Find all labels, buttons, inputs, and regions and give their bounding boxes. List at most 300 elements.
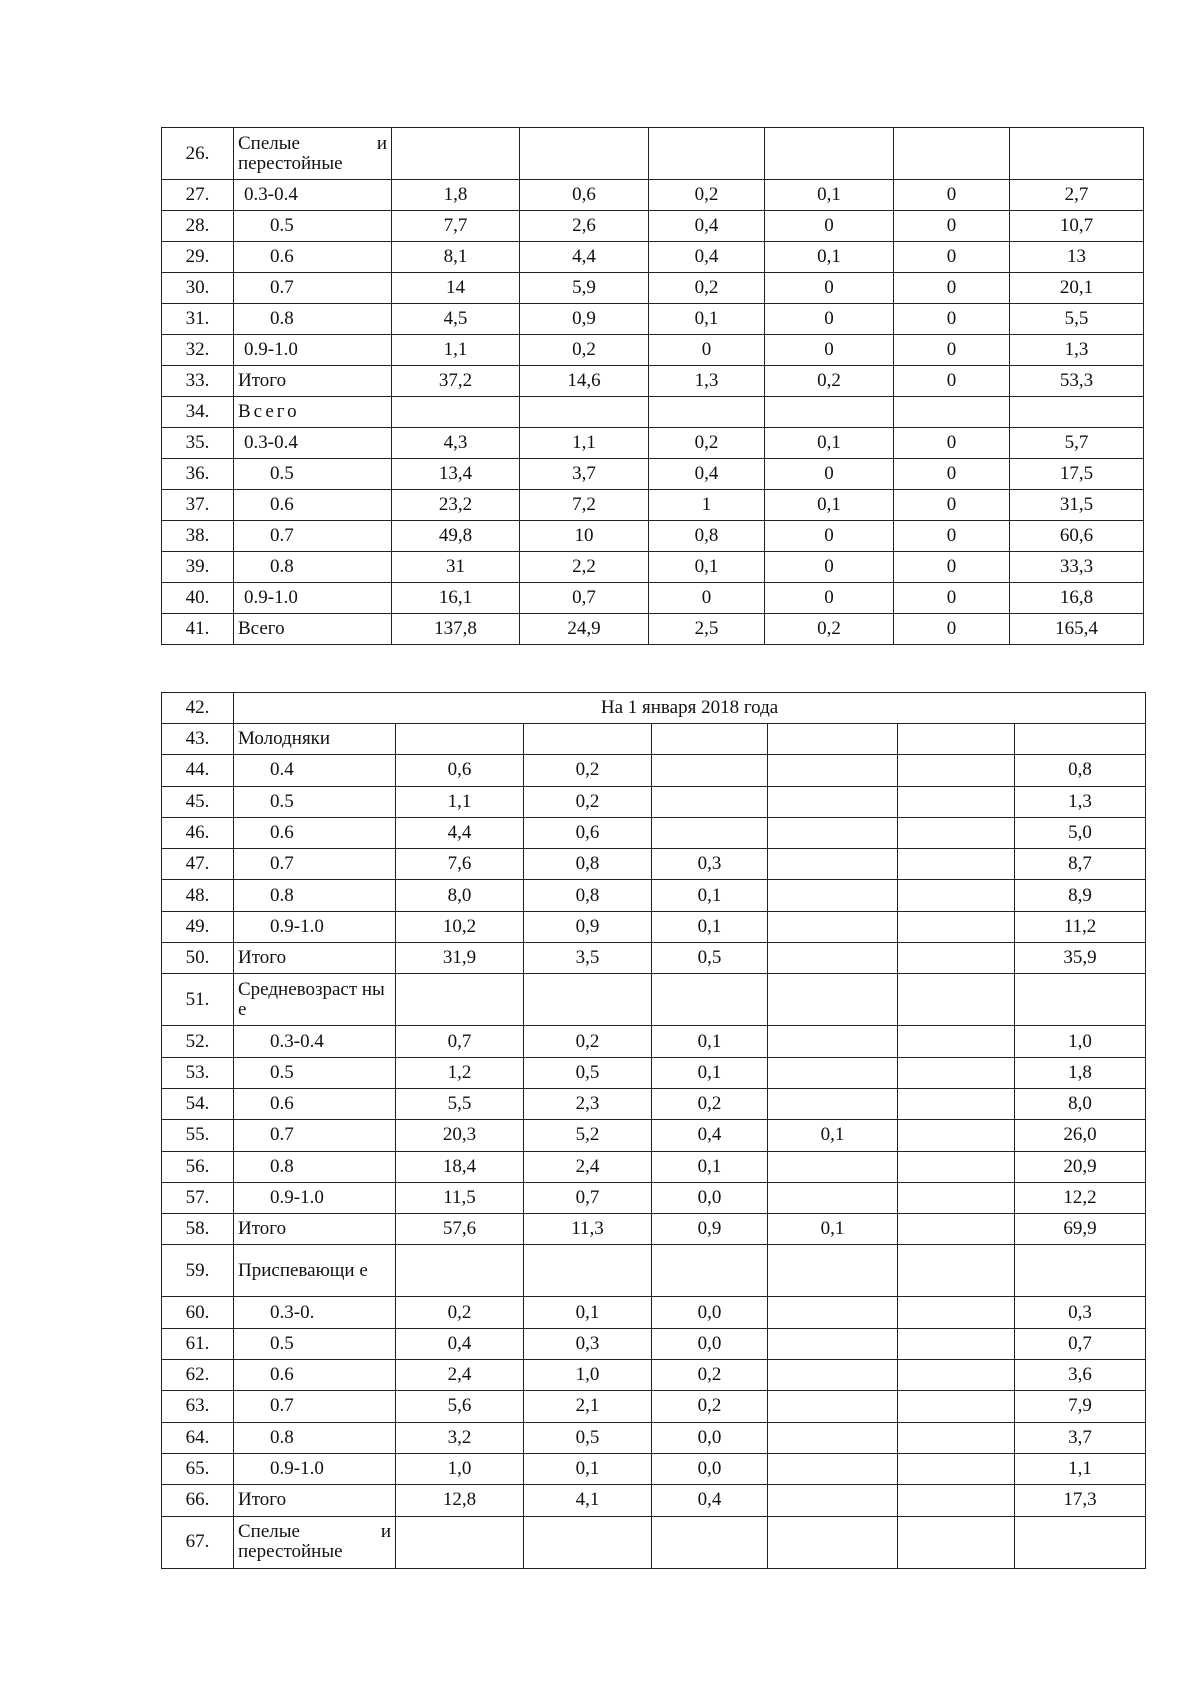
value-cell: 0,2: [652, 1088, 768, 1119]
value-cell: 0,1: [768, 1214, 898, 1245]
table-row: [162, 849, 1146, 880]
value-cell: 137,8: [392, 614, 520, 645]
table-row: [162, 755, 1146, 786]
value-cell: [768, 943, 898, 974]
row-number: 65.: [162, 1453, 234, 1484]
table-row: [162, 911, 1146, 942]
row-label: Всего: [234, 614, 392, 645]
value-cell: 14: [392, 273, 520, 304]
value-cell: 4,5: [392, 304, 520, 335]
value-cell: 0,8: [1015, 755, 1146, 786]
value-cell: 0: [894, 614, 1010, 645]
table-row: [162, 1297, 1146, 1328]
value-cell: 0,1: [765, 490, 894, 521]
row-label: 0.6: [234, 817, 396, 848]
row-label: 0.9-1.0: [234, 911, 396, 942]
value-cell: 0,1: [649, 552, 765, 583]
value-cell: [898, 1360, 1015, 1391]
value-cell: [898, 786, 1015, 817]
value-cell: 8,9: [1015, 880, 1146, 911]
value-cell: 0,2: [524, 1026, 652, 1057]
value-cell: 0,2: [524, 786, 652, 817]
value-cell: 31,5: [1010, 490, 1144, 521]
row-label: 0.9-1.0: [234, 335, 392, 366]
row-label: 0.6: [234, 1360, 396, 1391]
value-cell: 0,2: [520, 335, 649, 366]
value-cell: 69,9: [1015, 1214, 1146, 1245]
value-cell: [768, 786, 898, 817]
value-cell: 17,3: [1015, 1485, 1146, 1516]
row-number: 30.: [162, 273, 234, 304]
value-cell: 0,1: [765, 180, 894, 211]
value-cell: 5,5: [1010, 304, 1144, 335]
value-cell: 20,3: [396, 1120, 524, 1151]
row-number: 56.: [162, 1151, 234, 1182]
value-cell: 53,3: [1010, 366, 1144, 397]
section-row: [162, 693, 1146, 724]
row-label: 0.7: [234, 521, 392, 552]
row-number: 27.: [162, 180, 234, 211]
value-cell: [765, 128, 894, 180]
value-cell: 1,2: [396, 1057, 524, 1088]
value-cell: 1,3: [649, 366, 765, 397]
value-cell: 0,2: [765, 614, 894, 645]
value-cell: [652, 974, 768, 1026]
table-row: [162, 583, 1144, 614]
value-cell: [768, 1245, 898, 1297]
value-cell: 0,6: [396, 755, 524, 786]
value-cell: 2,7: [1010, 180, 1144, 211]
value-cell: [1010, 397, 1144, 428]
table-row: [162, 1214, 1146, 1245]
value-cell: 0: [765, 552, 894, 583]
value-cell: 2,5: [649, 614, 765, 645]
row-label: 0.7: [234, 849, 396, 880]
row-label: 0.3-0.4: [234, 1026, 396, 1057]
value-cell: 0: [894, 583, 1010, 614]
value-cell: [898, 1057, 1015, 1088]
row-number: 48.: [162, 880, 234, 911]
value-cell: 0,9: [520, 304, 649, 335]
table-row: [162, 1182, 1146, 1213]
value-cell: 2,4: [524, 1151, 652, 1182]
value-cell: 0: [894, 242, 1010, 273]
value-cell: [768, 911, 898, 942]
row-number: 67.: [162, 1516, 234, 1568]
value-cell: [520, 397, 649, 428]
value-cell: [392, 397, 520, 428]
value-cell: [898, 1182, 1015, 1213]
value-cell: [768, 1297, 898, 1328]
row-number: 54.: [162, 1088, 234, 1119]
value-cell: [396, 1516, 524, 1568]
value-cell: 0,2: [765, 366, 894, 397]
value-cell: 0,1: [765, 242, 894, 273]
value-cell: 0: [894, 521, 1010, 552]
value-cell: 35,9: [1015, 943, 1146, 974]
row-label: 0.4: [234, 755, 396, 786]
table-row: [162, 1516, 1146, 1568]
row-label: Спелые и перестойные: [234, 128, 392, 180]
value-cell: 0,7: [1015, 1328, 1146, 1359]
value-cell: 1,8: [1015, 1057, 1146, 1088]
value-cell: 0,8: [524, 880, 652, 911]
row-number: 36.: [162, 459, 234, 490]
row-label: 0.8: [234, 880, 396, 911]
value-cell: [898, 1485, 1015, 1516]
value-cell: [898, 1151, 1015, 1182]
row-label: 0.6: [234, 242, 392, 273]
value-cell: 1,1: [396, 786, 524, 817]
value-cell: 0,7: [520, 583, 649, 614]
value-cell: [898, 1214, 1015, 1245]
value-cell: 12,8: [396, 1485, 524, 1516]
value-cell: 10,2: [396, 911, 524, 942]
row-label: 0.3-0.4: [234, 180, 392, 211]
row-label: 0.9-1.0: [234, 583, 392, 614]
data-table-lower: [161, 692, 1146, 1569]
row-label: 0.8: [234, 1422, 396, 1453]
row-number: 64.: [162, 1422, 234, 1453]
value-cell: 7,9: [1015, 1391, 1146, 1422]
row-label: 0.9-1.0: [234, 1453, 396, 1484]
value-cell: 37,2: [392, 366, 520, 397]
row-number: 35.: [162, 428, 234, 459]
value-cell: 10: [520, 521, 649, 552]
table-row: [162, 180, 1144, 211]
value-cell: 2,2: [520, 552, 649, 583]
value-cell: 23,2: [392, 490, 520, 521]
table-row: [162, 1151, 1146, 1182]
table-row: [162, 428, 1144, 459]
value-cell: [1010, 128, 1144, 180]
value-cell: 2,4: [396, 1360, 524, 1391]
table-row: [162, 880, 1146, 911]
value-cell: 5,5: [396, 1088, 524, 1119]
value-cell: 8,1: [392, 242, 520, 273]
value-cell: 0,7: [524, 1182, 652, 1213]
value-cell: 17,5: [1010, 459, 1144, 490]
table-row: [162, 1026, 1146, 1057]
value-cell: [652, 786, 768, 817]
value-cell: 1,1: [1015, 1453, 1146, 1484]
value-cell: [898, 1422, 1015, 1453]
value-cell: 0,1: [768, 1120, 898, 1151]
value-cell: 0,1: [652, 911, 768, 942]
value-cell: [1015, 974, 1146, 1026]
value-cell: [768, 1516, 898, 1568]
value-cell: [898, 1026, 1015, 1057]
row-number: 43.: [162, 724, 234, 755]
value-cell: 4,1: [524, 1485, 652, 1516]
value-cell: 10,7: [1010, 211, 1144, 242]
value-cell: 0,1: [652, 1057, 768, 1088]
value-cell: [524, 974, 652, 1026]
value-cell: [768, 1453, 898, 1484]
value-cell: [898, 1245, 1015, 1297]
value-cell: 0: [894, 211, 1010, 242]
row-label: 0.7: [234, 1120, 396, 1151]
table-row: [162, 614, 1144, 645]
value-cell: [768, 849, 898, 880]
value-cell: 0: [649, 335, 765, 366]
value-cell: 0,8: [649, 521, 765, 552]
row-label: Итого: [234, 943, 396, 974]
value-cell: [1015, 724, 1146, 755]
value-cell: 1,0: [396, 1453, 524, 1484]
value-cell: 3,7: [1015, 1422, 1146, 1453]
row-number: 52.: [162, 1026, 234, 1057]
value-cell: 3,7: [520, 459, 649, 490]
row-label: 0.5: [234, 1057, 396, 1088]
row-number: 55.: [162, 1120, 234, 1151]
value-cell: 0,5: [652, 943, 768, 974]
table-row: [162, 724, 1146, 755]
row-number: 38.: [162, 521, 234, 552]
row-label: 0.7: [234, 273, 392, 304]
row-label: 0.9-1.0: [234, 1182, 396, 1213]
value-cell: 1,0: [1015, 1026, 1146, 1057]
value-cell: 0,9: [652, 1214, 768, 1245]
value-cell: 0: [765, 583, 894, 614]
value-cell: 13: [1010, 242, 1144, 273]
row-label: 0.5: [234, 786, 396, 817]
row-number: 39.: [162, 552, 234, 583]
row-label: 0.5: [234, 211, 392, 242]
value-cell: 8,0: [1015, 1088, 1146, 1119]
value-cell: 0: [894, 180, 1010, 211]
row-number: 61.: [162, 1328, 234, 1359]
table-row: [162, 459, 1144, 490]
value-cell: 1,1: [392, 335, 520, 366]
value-cell: 0: [765, 211, 894, 242]
value-cell: [765, 397, 894, 428]
value-cell: [768, 755, 898, 786]
value-cell: [768, 1485, 898, 1516]
value-cell: [392, 128, 520, 180]
value-cell: 1,0: [524, 1360, 652, 1391]
value-cell: [898, 1297, 1015, 1328]
value-cell: 11,2: [1015, 911, 1146, 942]
row-number: 59.: [162, 1245, 234, 1297]
value-cell: 0: [894, 490, 1010, 521]
value-cell: 0,0: [652, 1297, 768, 1328]
value-cell: 5,9: [520, 273, 649, 304]
row-number: 44.: [162, 755, 234, 786]
value-cell: 5,2: [524, 1120, 652, 1151]
value-cell: [768, 1360, 898, 1391]
row-label: Спелые и перестойные: [234, 1516, 396, 1568]
value-cell: [898, 755, 1015, 786]
table-row: [162, 943, 1146, 974]
value-cell: [898, 724, 1015, 755]
value-cell: 0: [894, 459, 1010, 490]
value-cell: 24,9: [520, 614, 649, 645]
value-cell: 0,5: [524, 1422, 652, 1453]
value-cell: [898, 817, 1015, 848]
table-row: [162, 1453, 1146, 1484]
value-cell: 0,2: [649, 428, 765, 459]
table-row: [162, 304, 1144, 335]
value-cell: [768, 1151, 898, 1182]
value-cell: 16,8: [1010, 583, 1144, 614]
table-row: [162, 128, 1144, 180]
value-cell: 0: [765, 304, 894, 335]
value-cell: [396, 1245, 524, 1297]
value-cell: 2,1: [524, 1391, 652, 1422]
value-cell: 3,5: [524, 943, 652, 974]
value-cell: 0,5: [524, 1057, 652, 1088]
value-cell: 0,3: [1015, 1297, 1146, 1328]
value-cell: [768, 1026, 898, 1057]
table-row: [162, 211, 1144, 242]
value-cell: 26,0: [1015, 1120, 1146, 1151]
value-cell: 1,3: [1010, 335, 1144, 366]
value-cell: [768, 880, 898, 911]
value-cell: 0,2: [524, 755, 652, 786]
value-cell: 1,3: [1015, 786, 1146, 817]
value-cell: [898, 1120, 1015, 1151]
row-label: 0.5: [234, 459, 392, 490]
value-cell: [524, 724, 652, 755]
value-cell: 18,4: [396, 1151, 524, 1182]
table-row: [162, 1120, 1146, 1151]
value-cell: 14,6: [520, 366, 649, 397]
row-number: 63.: [162, 1391, 234, 1422]
row-number: 34.: [162, 397, 234, 428]
value-cell: 0: [765, 273, 894, 304]
value-cell: 60,6: [1010, 521, 1144, 552]
value-cell: 5,0: [1015, 817, 1146, 848]
row-number: 33.: [162, 366, 234, 397]
table-row: [162, 1485, 1146, 1516]
value-cell: [898, 911, 1015, 942]
value-cell: [768, 1328, 898, 1359]
value-cell: [894, 128, 1010, 180]
row-number: 62.: [162, 1360, 234, 1391]
value-cell: 0,1: [652, 1151, 768, 1182]
value-cell: 0,1: [524, 1453, 652, 1484]
section-title: На 1 января 2018 года: [234, 693, 1146, 724]
row-number: 29.: [162, 242, 234, 273]
value-cell: [1015, 1245, 1146, 1297]
value-cell: 3,2: [396, 1422, 524, 1453]
table-row: [162, 552, 1144, 583]
value-cell: 0,6: [524, 817, 652, 848]
table-row: [162, 974, 1146, 1026]
value-cell: [652, 1245, 768, 1297]
value-cell: 0: [894, 273, 1010, 304]
row-number: 47.: [162, 849, 234, 880]
table-row: [162, 1360, 1146, 1391]
row-number: 42.: [162, 693, 234, 724]
value-cell: [396, 724, 524, 755]
value-cell: 13,4: [392, 459, 520, 490]
table-row: [162, 273, 1144, 304]
value-cell: 0,2: [396, 1297, 524, 1328]
value-cell: [898, 1453, 1015, 1484]
value-cell: 2,6: [520, 211, 649, 242]
value-cell: 0: [894, 552, 1010, 583]
value-cell: 31: [392, 552, 520, 583]
value-cell: [898, 1391, 1015, 1422]
row-number: 58.: [162, 1214, 234, 1245]
value-cell: 0,2: [649, 273, 765, 304]
table-row: [162, 397, 1144, 428]
value-cell: [768, 1391, 898, 1422]
value-cell: [768, 817, 898, 848]
row-label: 0.8: [234, 1151, 396, 1182]
value-cell: 0,0: [652, 1453, 768, 1484]
value-cell: 4,4: [520, 242, 649, 273]
table-row: [162, 1391, 1146, 1422]
value-cell: [649, 397, 765, 428]
table-row: [162, 817, 1146, 848]
value-cell: [898, 880, 1015, 911]
table-row: [162, 1088, 1146, 1119]
value-cell: 4,4: [396, 817, 524, 848]
value-cell: 0,0: [652, 1422, 768, 1453]
value-cell: 12,2: [1015, 1182, 1146, 1213]
value-cell: 11,3: [524, 1214, 652, 1245]
value-cell: 31,9: [396, 943, 524, 974]
row-number: 51.: [162, 974, 234, 1026]
value-cell: [520, 128, 649, 180]
value-cell: 3,6: [1015, 1360, 1146, 1391]
value-cell: [768, 1057, 898, 1088]
value-cell: 0,7: [396, 1026, 524, 1057]
value-cell: 20,9: [1015, 1151, 1146, 1182]
data-table-upper: [161, 127, 1144, 645]
row-number: 66.: [162, 1485, 234, 1516]
value-cell: 0,4: [649, 459, 765, 490]
row-number: 37.: [162, 490, 234, 521]
value-cell: 0,8: [524, 849, 652, 880]
value-cell: 2,3: [524, 1088, 652, 1119]
value-cell: 0,4: [652, 1485, 768, 1516]
table-row: [162, 1245, 1146, 1297]
value-cell: 165,4: [1010, 614, 1144, 645]
value-cell: 1: [649, 490, 765, 521]
value-cell: 4,3: [392, 428, 520, 459]
row-number: 49.: [162, 911, 234, 942]
value-cell: [898, 1328, 1015, 1359]
row-number: 31.: [162, 304, 234, 335]
row-label: Итого: [234, 366, 392, 397]
value-cell: 16,1: [392, 583, 520, 614]
value-cell: 57,6: [396, 1214, 524, 1245]
value-cell: 5,6: [396, 1391, 524, 1422]
value-cell: [396, 974, 524, 1026]
table-row: [162, 521, 1144, 552]
value-cell: [524, 1516, 652, 1568]
row-number: 26.: [162, 128, 234, 180]
value-cell: [898, 1516, 1015, 1568]
value-cell: [768, 974, 898, 1026]
value-cell: 0: [894, 335, 1010, 366]
row-label: Средневозраст ные: [234, 974, 396, 1026]
value-cell: [768, 1088, 898, 1119]
value-cell: 11,5: [396, 1182, 524, 1213]
table-row: [162, 1422, 1146, 1453]
value-cell: [898, 1088, 1015, 1119]
row-label: 0.8: [234, 304, 392, 335]
value-cell: 0,1: [652, 1026, 768, 1057]
row-label: Итого: [234, 1214, 396, 1245]
value-cell: 7,6: [396, 849, 524, 880]
row-label: 0.3-0.4: [234, 428, 392, 459]
value-cell: 0,2: [652, 1391, 768, 1422]
